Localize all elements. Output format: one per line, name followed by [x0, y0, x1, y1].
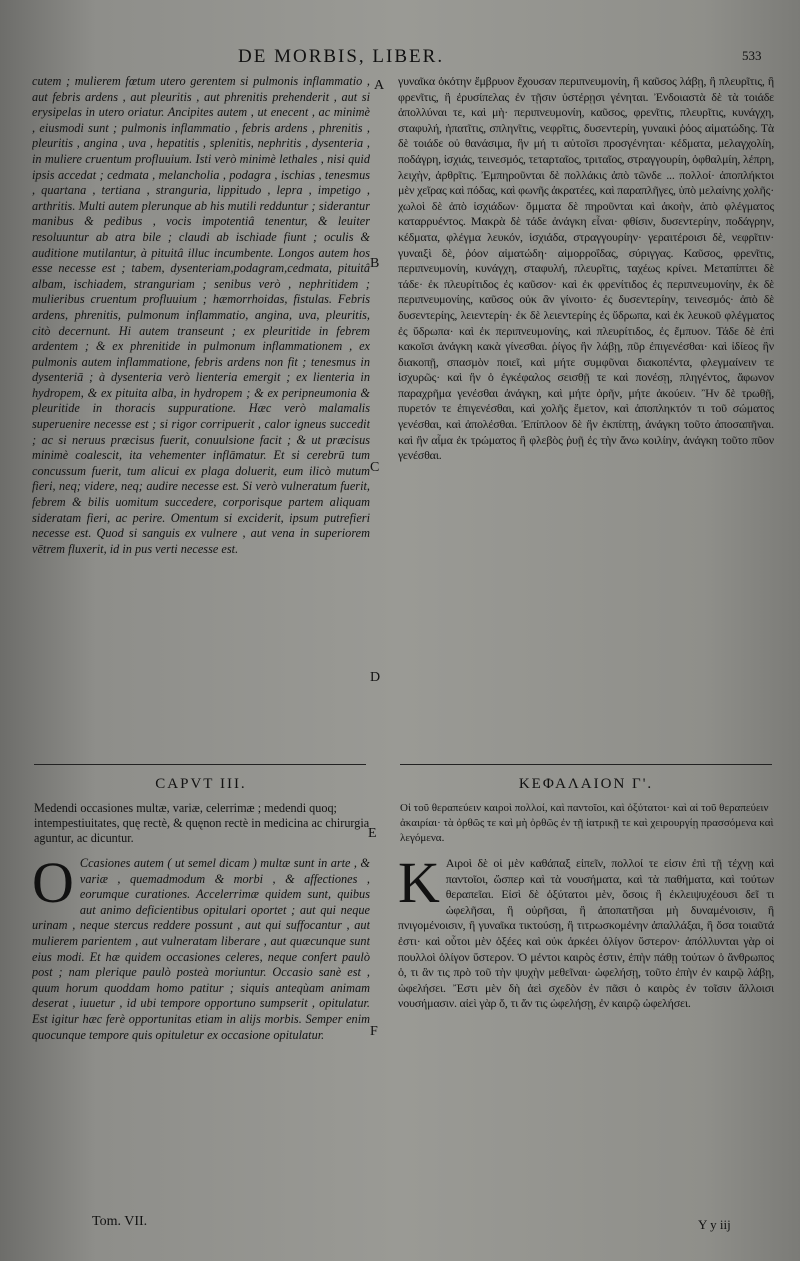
greek-chapter-title: ΚΕΦΑΛΑΙΟΝ Γ'.	[518, 776, 654, 792]
latin-chapter-summary: Medendi occasiones multæ, variæ, celerrimæ ; medendi quoq; intempestiuitates, quę rectè, & quęnon rectè in medicina ac chirurgia aguntur, ac dicuntur.	[34, 801, 370, 845]
page-number: 533	[742, 48, 762, 63]
latin-dropcap: O	[32, 856, 74, 915]
running-header	[0, 44, 800, 74]
signature-mark: Y y iij	[698, 1217, 731, 1232]
margin-letter-a: A	[374, 78, 385, 93]
greek-column-body	[398, 856, 774, 1212]
margin-letter-d: D	[370, 670, 381, 685]
margin-letter-e: E	[368, 826, 377, 841]
greek-chapter-summary: Οἱ τοῦ θεραπεύειν καιροὶ πολλοί, καὶ παντοῖοι, καὶ ὀξύτατοι· καὶ αἱ τοῦ θεραπεύειν ἀκαιρίαι· τὰ ὀρθῶς τε καὶ μὴ ὀρθῶς ἐν τῇ ἰατρικῇ τε καὶ χειρουργίῃ πρασσόμενα καὶ λεγόμενα.	[400, 802, 774, 844]
latin-body-text: Ccasiones autem ( ut semel dicam ) multæ sunt in arte , & variæ , quemadmodum & morbi , & affectiones , eorumque curationes. Accelerrimæ quidem sunt, quibus aut animo deficientibus opitulari oportet ; aut qui neque urinam , neque stercus reddere possunt , aut qui suffocantur , aut mulierem parientem , aut vulneratam liberare , aut quæcunque sunt eius modi. Et hæ quidem occasiones celeres, neque confert paulò post ; nam plerique paulò posteà moriuntur. Occasio sanè est , quum horum quoddam homo patitur ; siquis anteqùam animam deserat , iuuetur , id ubi tempore opportuno sumpserit , opitulatur. Est igitur hæc ferè opportunitas etiam in alijs morbis. Semper enim quocunque tempore quis opituletur ex occasione opitulatur.	[32, 856, 370, 1042]
latin-top-text: cutem ; mulierem fœtum utero gerentem si pulmonis inflammatio , aut febris ardens , aut pleuritis , aut phrenitis prehenderit , aut si erysipelas in utero oriatur. Ancipites autem , ut enecent , ac minimè , eiusmodi sunt ; pulmonis inflammatio , febris ardens , phrenitis , pleuritis , angina , uva , hepatitis , splenitis, nephritis , dysenteria , in muliere cruentum profluuium. Isti verò minimè lethales , nisi quid ipsis accedat ; cedmata , melancholia , podagra , ischias , tenesmus , quartana , tertiana , stranguria, lippitudo , lepra , impetigo , arthritis. Multi autem plerunque ab his mutili redduntur ; siderantur manibus & pedibus , vocis impotentiâ tenentur, & leuiter resoluuntur ab atra bile ; claudi ab ischiade fiunt ; oculis & auditione mutilantur, à pituitâ illuc incumbente. Longos autem hos esse necesse est ; tabem, dysenteriam,podagram,cedmata, pituitâ albam, ischiadem, stranguriam ; senibus verò , nephritidem ; mulieribus cruentum profluuium ; hæmorrhoidas, fistulas. Febris ardens, phrenitis, pulmonum inflammatio, angina, uva, pleuritis, citò decernunt. Hi autem transeunt ; ex pleuritide in febrem ardentem ; & ex phrenitide in pulmonum inflammationem , ex pulmonis autem inflammatione, febris ardens non fit ; tenesmus in dysenteriā ; à dysenteria verò lienteria emergit ; ex lienteria in hydropem, & ex pituita alba, in hydropem ; & ex peripneumonia & pleuritide in thoracis suppuratione. Hæc verò malamalis superuenire necesse est ; si rigor corripuerit , calor igneus succedit ; ac si neruus præcisus fuerit, conuulsione facit ; & ut præcisus minimè coalescit, ita vehementer inflāmatur. Et si cerebrū tum concussum fuerit, tum alicui ex plaga doluerit, eum ilicò mutum fieri, neq; videre, neq; audire necesse est. Si verò vulneratum fuerit, febrem & bilis uomitum succedere, corporisque partem aliquam sideratam fieri, ac perire. Omentum si exciderit, ipsum putrefieri necesse est. Quod si sanguis ex vulnere , aut vena in superiorem vētrem fluxerit, id in pus verti necesse est.	[32, 74, 370, 556]
latin-column-body	[32, 856, 370, 1208]
greek-column-top	[398, 74, 774, 760]
greek-dropcap: K	[398, 856, 440, 915]
greek-top-text: γυναῖκα ὀκότην ἔμβρυον ἔχουσαν περιπνευμονίη, ἢ καῦσος λάβῃ, ἢ πλευρῖτις, ἢ φρενῖτις, ἢ ἐρυσίπελας ἐν τῇσιν ὑστέρῃσι γένηται. Ἐνδοιαστὰ δὲ τὰ τοιάδε ἀπολλύναι τε, καὶ μὴ· περιπνευμονίη, καῦσος, φρενῖτις, πλευρῖτις, κυνάγχη, σταφυλή, ἡπατῖτις, σπληνῖτις, νεφρῖτις, δυσεντερίη, γυναικὶ ῥόος αἱματώδης. Τὰ δὲ τοιάδε οὐ θανάσιμα, ἢν μή τι αὐτοῖσι προσγένηται· κέδματα, μελαγχολίη, ποδάγρη, ἰσχιάς, τεινεσμός, τεταρταῖος, τριταῖος, στραγγουρίη, ὀφθαλμίη, λέπρη, λειχὴν, ἀρθρῖτις. Ἐμπηροῦνται δὲ πολλάκις ἀπὸ τῶνδε ... πολλοί· ἀποπλήκτοι μὲν χεῖρας καὶ πόδας, καὶ φωνῆς ἀκρατέες, καὶ παραπλῆγες, ὑπὸ μελαίνης χολῆς· χωλοὶ δὲ ἀπὸ ἰσχιάδων· ὄμματα δὲ πηροῦνται καὶ ἀκοὴν, ἀπὸ φλέγματος καταρρυέντος. Μακρὰ δὲ τάδε ἀνάγκη εἶναι· φθίσιν, δυσεντερίην, ποδάγρην, κέδματα, φλέγμα λευκόν, ἰσχιάδα, στραγγουρίην· γεραιτέροισι δὲ, νεφρῖτιν· γυναιξὶ δὲ, ῥόον αἱματώδη· αἱμορροΐδας, σύριγγας. Καῦσος, φρενῖτις, περιπνευμονίη, κυνάγχη, σταφυλή, πλευρῖτις, ταχέως κρίνει. Μεταπίπτει δὲ τάδε· ἐκ πλευρίτιδος ἐς καῦσον· καὶ ἐκ φρενίτιδος ἐς περιπνευμονίην, ἐκ δὲ περιπνευμονίης, καῦσος οὐκ ἂν γίνοιτο· ἐς δυσεντερίην, τεινεσμός· ἀπὸ δὲ δυσεντερίης, λειεντερίη· ἐκ δὲ λειεντερίης ἐς ὕδρωπα, καὶ ἐκ λευκοῦ φλέγματος ἐς ὕδρωπα· καὶ ἐκ περιπνευμονίης, καὶ πλευρίτιδος, ἐς ἔμπυον. Τάδε δὲ ἐπὶ κακοῖσι ἀνάγκη κακὰ γίνεσθαι. ῥίγος ἢν λάβῃ, πῦρ ἐπιγενέσθαι· καὶ ἰδίεος ἢν διακοπῇ, σπασμὸν ποιεῖ, καὶ μήτε συμφῦναι διακοπέντα, φλεγμαίνειν τε ἰσχυρῶς· καὶ ἢν ὁ ἐγκέφαλος σεισθῇ τε καὶ πονέσῃ, πληγέντος, ἄφωνον παραχρῆμα γενέσθαι ἀνάγκη, καὶ μήτε ὁρῆν, μήτε ἀκούειν. Ἢν δὲ τρωθῇ, πυρετόν τε ἐπιγενέσθαι, καὶ χολῆς ἔμετον, καὶ ἀποπληκτόν τι τοῦ σώματος γενέσθαι, καὶ ἀπολέσθαι. Ἐπίπλοον δὲ ἢν ἐκπίπτῃ, ἀνάγκη τοῦτο ἀποσαπῆναι. καὶ ἢν αἷμα ἐκ τρώματος ἢ φλεβὸς ῥυῇ ἐς τὴν ἄνω κοιλίην, ἀνάγκη τοῦτο πῦον γενέσθαι.	[398, 74, 774, 463]
latin-chapter-title: CAPVT III.	[155, 776, 247, 792]
latin-column-top	[32, 74, 370, 760]
latin-section-rule	[34, 764, 366, 765]
margin-letter-b: B	[370, 256, 380, 271]
running-title: DE MORBIS, LIBER.	[238, 46, 445, 67]
margin-letter-c: C	[370, 460, 380, 475]
margin-letter-f: F	[370, 1024, 378, 1039]
greek-body-text: Αιροὶ δὲ οἱ μὲν καθάπαξ εἰπεῖν, πολλοί τε εἰσιν ἐπὶ τῇ τέχνῃ καὶ παντοῖοι, ὥσπερ καὶ τὰ νουσήματα, καὶ τὰ παθήματα, καὶ τούτων θεραπεῖαι. Εἰσὶ δὲ ὀξύτατοι μὲν, ὅσοις ἢ ἐκλειψυχέουσι δεῖ τι ὠφελῆσαι, ἢ οὐρῆσαι, ἢ ἀποπατῆσαι μὴ δυναμένοισιν, ἢ πνιγομένοισιν, ἢ γυναῖκα τικτούσῃ, ἢ τιτρωσκομένην ἀπαλλάξαι, ἢ ὅσα τοιαῦτά ἐστι· καὶ οὗτοι μὲν ὀξέες καὶ οὐκ ἀρκέει ὀλίγον ὕστερον· ἀπόλλυνται γὰρ οἱ πουλλοὶ ὀλίγον ὕστερον. Ὁ μέντοι καιρὸς ἐστιν, ἐπὴν πάθῃ τούτων ὁ ἄνθρωπος ὁ, τι ἂν τις πρὸ τοῦ τὴν ψυχὴν μεθεῖναι· ὠφελήσῃ, τοῦτο ἐπὴν ἐν καιρῷ λάβῃ, ὠφελήσει. Ἔστι μὲν δὴ ἀεὶ σχεδὸν ἐν πᾶσι ὁ καιρὸς ἐν τοῖσιν ἄλλοισι νουσήμασιν. αἰεὶ γὰρ ὅ, τι ἄν τις ὠφελήσῃ, ἐν καιρῷ ὠφελήσει.	[398, 856, 774, 1011]
greek-section-rule	[400, 764, 772, 765]
volume-label: Tom. VII.	[92, 1214, 148, 1229]
